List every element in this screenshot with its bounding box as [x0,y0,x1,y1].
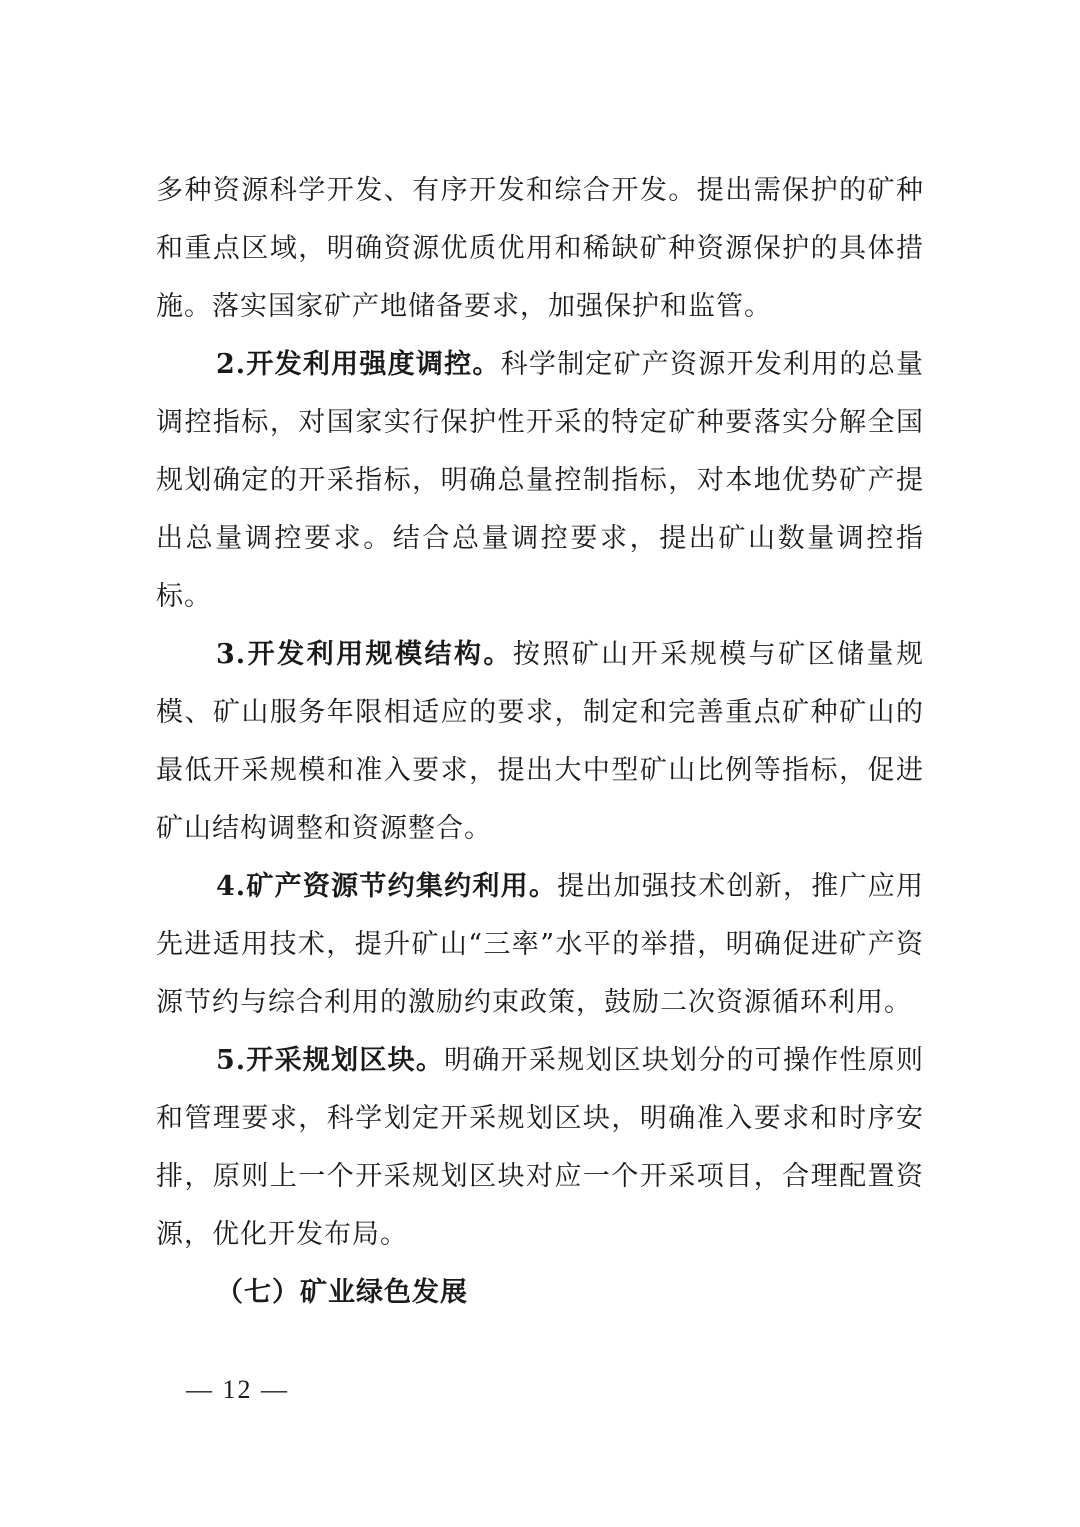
paragraph-text: 提出加强技术创新，推广应用先进适用技术，提升矿山“三率”水平的举措，明确促进矿产资源节约与综合利用的激励约束政策，鼓励二次资源循环利用。 [156,871,924,1018]
paragraph-item-3 [156,626,924,858]
item-number: 2. [216,349,247,380]
paragraph-text: 科学制定矿产资源开发利用的总量调控指标，对国家实行保护性开采的特定矿种要落实分解全国规划确定的开采指标，明确总量控制指标，对本地优势矿产提出总量调控要求。结合总量调控要求，提出矿山数量调控指标。 [156,349,924,612]
item-heading: 矿产资源节约集约利用。 [246,871,558,902]
item-heading: 开采规划区块。 [246,1045,445,1076]
item-number: 4. [216,871,247,902]
paragraph-item-2 [156,336,924,626]
paragraph-item-5 [156,1032,924,1264]
page-number: — 12 — [186,1375,289,1404]
item-heading: 开发利用规模结构。 [246,639,513,670]
section-heading: （七）矿业绿色发展 [216,1277,468,1308]
paragraph-text: 按照矿山开采规模与矿区储量规模、矿山服务年限相适应的要求，制定和完善重点矿种矿山的最低开采规模和准入要求，提出大中型矿山比例等指标，促进矿山结构调整和资源整合。 [156,639,925,844]
paragraph-continued [156,162,924,336]
item-heading: 开发利用强度调控。 [246,349,501,380]
body-text [156,162,924,1322]
paragraph-text: 明确开采规划区块划分的可操作性原则和管理要求，科学划定开采规划区块，明确准入要求和时序安排，原则上一个开采规划区块对应一个开采项目，合理配置资源，优化开发布局。 [156,1045,924,1250]
paragraph-text: 多种资源科学开发、有序开发和综合开发。提出需保护的矿种和重点区域，明确资源优质优用和稀缺矿种资源保护的具体措施。落实国家矿产地储备要求，加强保护和监管。 [156,175,924,322]
item-number: 3. [216,639,247,670]
item-number: 5. [216,1045,247,1076]
paragraph-item-4 [156,858,924,1032]
